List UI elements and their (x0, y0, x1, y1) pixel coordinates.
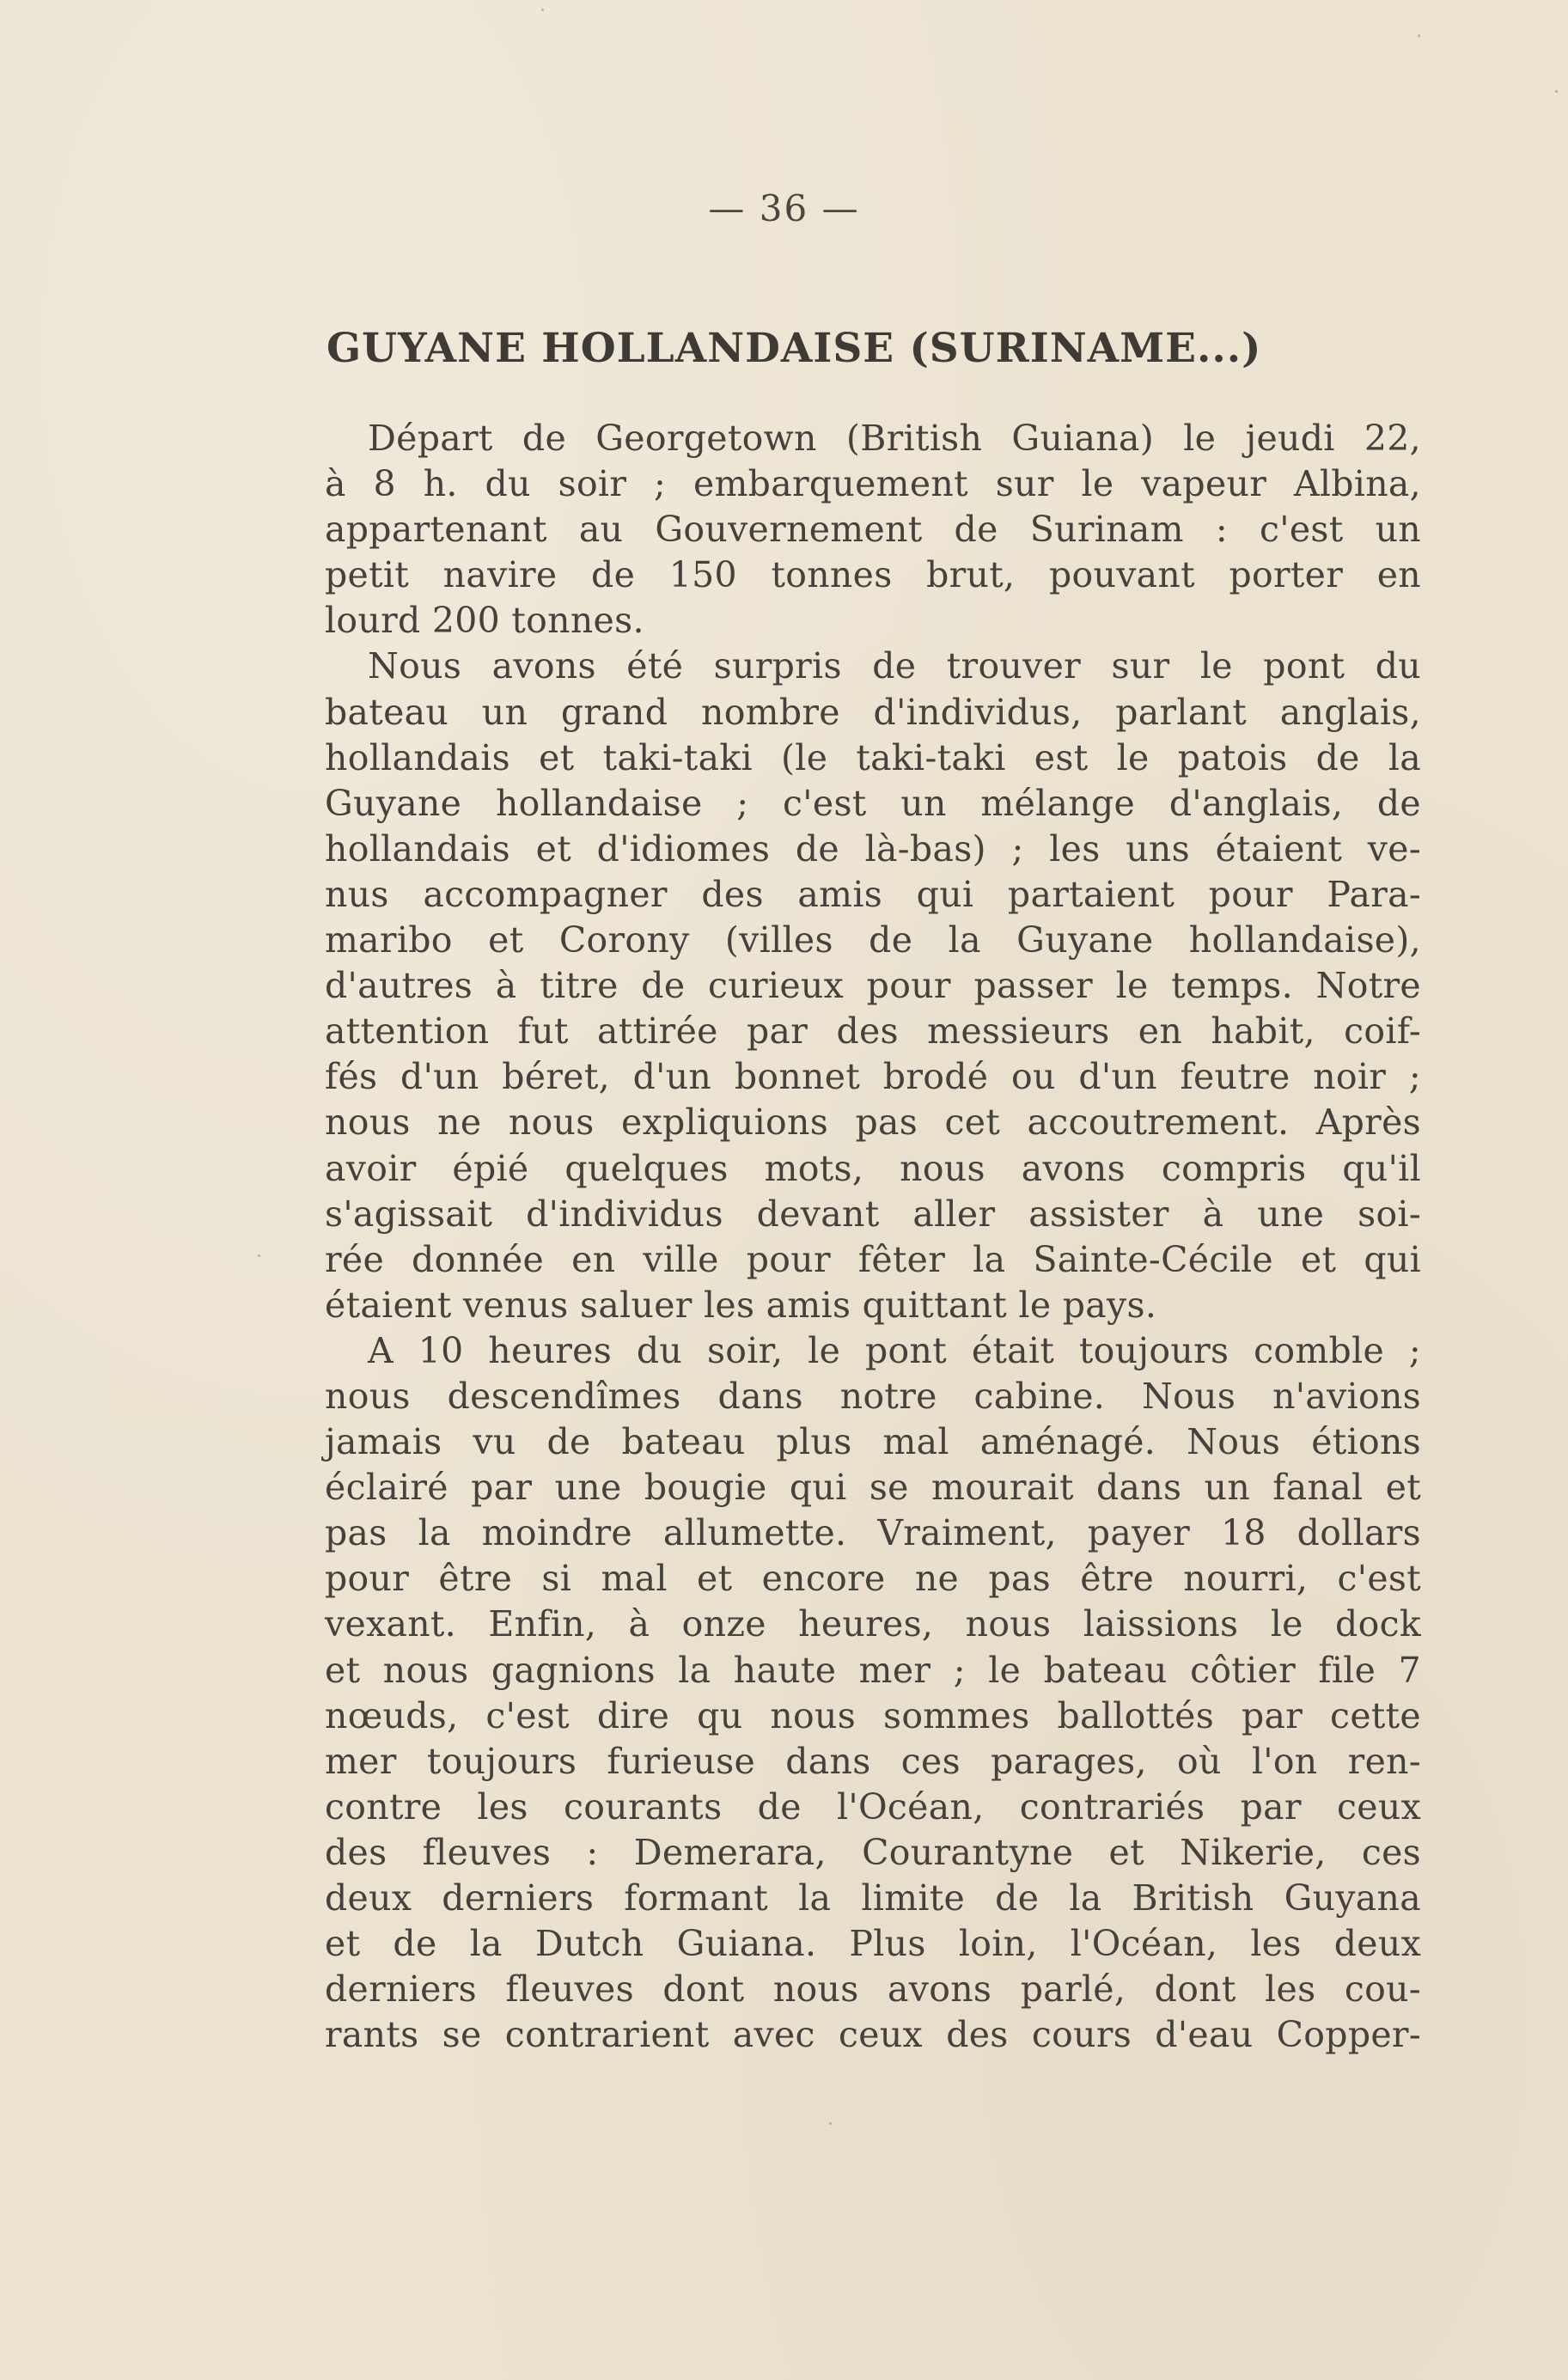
text-line: étaient venus saluer les amis quittant le pays. (325, 1284, 1157, 1326)
text-line: à 8 h. du soir ; embarquement sur le vapeur Albina, (325, 463, 1421, 505)
text-line: Départ de Georgetown (British Guiana) le jeudi 22, (368, 418, 1421, 459)
text-line: fés d'un béret, d'un bonnet brodé ou d'un feutre noir ; (325, 1056, 1421, 1098)
text-line: contre les courants de l'Océan, contrariés par ceux (325, 1785, 1421, 1828)
text-line: nous ne nous expliquions pas cet accoutrement. Après (325, 1102, 1421, 1144)
text-line: jamais vu de bateau plus mal aménagé. Nous étions (325, 1421, 1421, 1463)
text-line: d'autres à titre de curieux pour passer le temps. Notre (325, 965, 1421, 1007)
text-line: Nous avons été surpris de trouver sur le pont du (368, 645, 1421, 687)
text-line: lourd 200 tonnes. (325, 600, 644, 642)
text-line: petit navire de 150 tonnes brut, pouvant porter en (325, 554, 1421, 596)
text-line: derniers fleuves dont nous avons parlé, dont les cou- (325, 1968, 1421, 2011)
paragraph-3 (325, 1328, 1421, 2059)
text-line: des fleuves : Demerara, Courantyne et Nikerie, ces (325, 1831, 1421, 1873)
page-number: — 36 — (708, 187, 860, 229)
text-line: maribo et Corony (villes de la Guyane hollandaise), (325, 919, 1421, 961)
text-line: Guyane hollandaise ; c'est un mélange d'anglais, de (325, 782, 1421, 824)
paper-speck (829, 2122, 832, 2125)
text-line: A 10 heures du soir, le pont était toujours comble ; (368, 1329, 1421, 1371)
text-line: éclairé par une bougie qui se mourait dans un fanal et (325, 1467, 1421, 1509)
text-line: pas la moindre allumette. Vraiment, payer 18 dollars (325, 1512, 1421, 1554)
text-line: s'agissait d'individus devant aller assister à une soi- (325, 1193, 1421, 1235)
text-line: nus accompagner des amis qui partaient pour Para- (325, 873, 1421, 915)
text-line: et de la Dutch Guiana. Plus loin, l'Océan, les deux (325, 1923, 1421, 1965)
text-line: pour être si mal et encore ne pas être nourri, c'est (325, 1558, 1421, 1600)
text-line: hollandais et d'idiomes de là-bas) ; les uns étaient ve- (325, 827, 1421, 870)
text-line: nœuds, c'est dire qu nous sommes ballottés par cette (325, 1694, 1421, 1736)
text-line: mer toujours furieuse dans ces parages, où l'on ren- (325, 1740, 1421, 1782)
text-line: rée donnée en ville pour fêter la Sainte-Cécile et qui (325, 1238, 1421, 1280)
text-line: et nous gagnions la haute mer ; le bateau côtier file 7 (325, 1649, 1421, 1691)
paper-speck (541, 9, 544, 11)
paper-speck (1555, 90, 1558, 93)
text-line: avoir épié quelques mots, nous avons compris qu'il (325, 1147, 1421, 1189)
text-line: rants se contrarient avec ceux des cours d'eau Copper- (325, 2014, 1421, 2056)
text-line: appartenant au Gouvernement de Surinam : c'est un (325, 509, 1421, 551)
paper-speck (258, 1254, 260, 1257)
text-line: attention fut attirée par des messieurs en habit, coif- (325, 1010, 1421, 1053)
paragraph-1 (325, 416, 1421, 644)
text-line: vexant. Enfin, à onze heures, nous laissions le dock (325, 1603, 1421, 1645)
text-line: nous descendîmes dans notre cabine. Nous n'avions (325, 1375, 1421, 1417)
paragraph-2 (325, 644, 1421, 1327)
text-line: deux derniers formant la limite de la British Guyana (325, 1877, 1421, 1919)
chapter-title: GUYANE HOLLANDAISE (SURINAME...) (326, 325, 1262, 372)
paper-speck (1418, 34, 1420, 37)
body-text (325, 416, 1421, 2058)
text-line: hollandais et taki-taki (le taki-taki est le patois de la (325, 736, 1421, 778)
text-line: bateau un grand nombre d'individus, parlant anglais, (325, 691, 1421, 733)
